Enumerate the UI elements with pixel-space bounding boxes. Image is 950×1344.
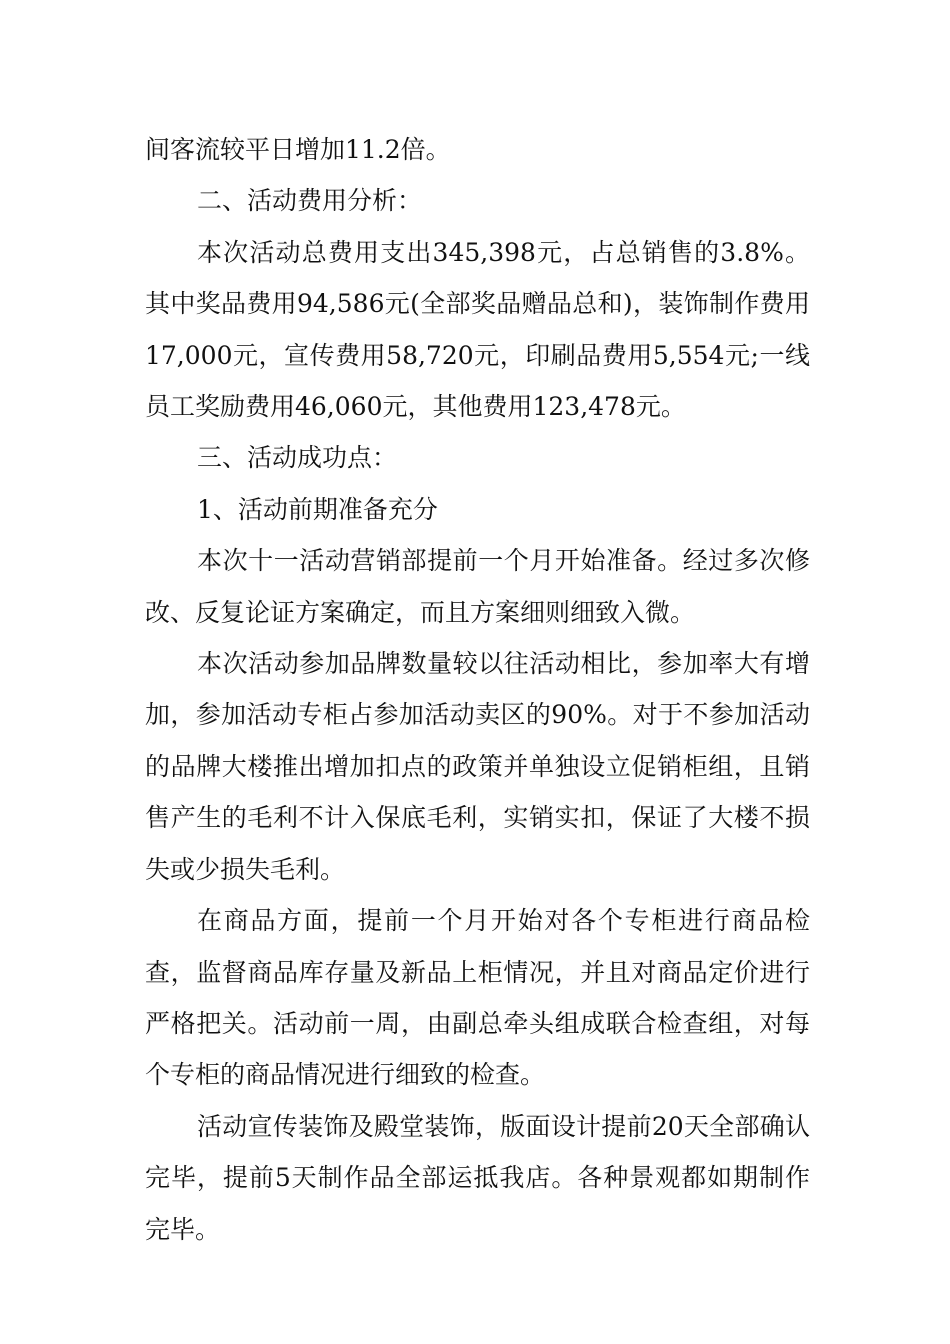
paragraph-merchandise: 在商品方面，提前一个月开始对各个专柜进行商品检查，监督商品库存量及新品上柜情况，并且对商品定价进行严格把关。活动前一周，由副总牵头组成联合检查组，对每个专柜的商品情况进行细致的检查。 (145, 906, 810, 1090)
paragraph-brand-participation: 本次活动参加品牌数量较以往活动相比，参加率大有增加，参加活动专柜占参加活动卖区的90%。对于不参加活动的品牌大楼推出增加扣点的政策并单独设立促销柜组，且销售产生的毛利不计入保底毛利，实销实扣，保证了大楼不损失或少损失毛利。 (145, 649, 810, 884)
document-body (145, 124, 810, 1255)
paragraph-preparation: 本次十一活动营销部提前一个月开始准备。经过多次修改、反复论证方案确定，而且方案细则细致入微。 (145, 546, 810, 627)
subheading-preparation: 1、活动前期准备充分 (197, 494, 438, 524)
paragraph-continuation: 间客流较平日增加11.2倍。 (145, 135, 451, 164)
section-heading-cost-analysis: 二、活动费用分析： (197, 186, 423, 216)
paragraph-cost-details: 本次活动总费用支出345,398元，占总销售的3.8%。其中奖品费用94,586元(全部奖品赠品总和)，装饰制作费用17,000元，宣传费用58,720元，印刷品费用5,554元;一线员工奖励费用46,060元，其他费用123,478元。 (145, 237, 810, 422)
section-heading-success-points: 三、活动成功点： (197, 443, 398, 473)
paragraph-decoration: 活动宣传装饰及殿堂装饰，版面设计提前20天全部确认完毕，提前5天制作品全部运抵我店。各种景观都如期制作完毕。 (145, 1111, 810, 1244)
